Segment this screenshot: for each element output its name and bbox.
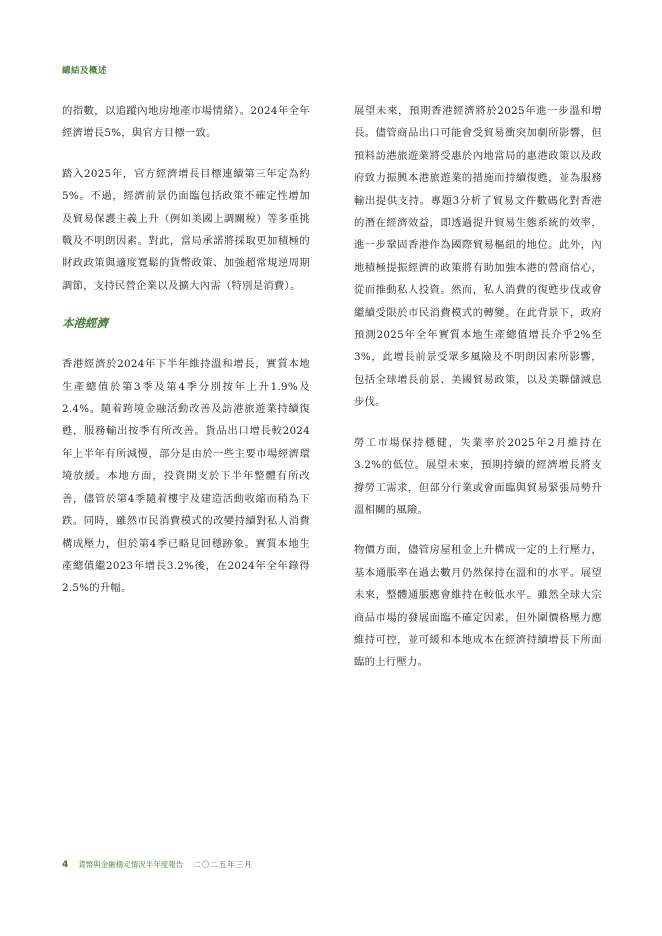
right-column <box>354 100 602 692</box>
report-title: 貨幣與金融穩定情況半年度報告 <box>78 860 184 869</box>
report-date: 二〇二五年三月 <box>193 860 253 869</box>
section-heading: 本港經濟 <box>62 316 108 331</box>
paragraph: 勞工市場保持穩健，失業率於2025年2月維持在3.2%的低位。展望未來，預期持續的經濟增長將支撐勞工需求，但部分行業或會面臨與貿易緊張局勢升溫相關的風險。 <box>354 436 602 516</box>
paragraph: 的指數，以追蹤內地房地產市場情緒）。2024年全年經濟增長5%，與官方目標一致。 <box>62 105 310 140</box>
paragraph: 物價方面，儘管房屋租金上升構成一定的上行壓力，基本通脹率在過去數月仍然保持在溫和的水平。展望未來，整體通脹應會維持在較低水平。雖然全球大宗商品市場的發展面臨不確定因素，但外圍價格壓力應維持可控，並可緩和本地成本在經濟持續增長下所面臨的上行壓力。 <box>354 544 602 669</box>
section-header-label: 總結及概述 <box>62 66 108 76</box>
left-column <box>62 100 310 618</box>
paragraph: 展望未來，預期香港經濟將於2025年進一步溫和增長。儘管商品出口可能會受貿易衝突加劇所影響，但預料訪港旅遊業將受惠於內地當局的惠港政策以及政府致力振興本港旅遊業的措施而持續復甦，並為服務輸出提供支持。專題3分析了貿易文件數碼化對香港的潛在經濟效益，即透過提升貿易生態系統的效率，進一步鞏固香港作為國際貿易樞紐的地位。此外，內地積極提振經濟的政策將有助加強本港的營商信心，從而推動私人投資。然而，私人消費的復甦步伐或會繼續受限於市民消費模式的轉變。在此背景下，政府預測2025年全年實質本地生產總值增長介乎2%至3%，此增長前景受眾多風險及不明朗因素所影響，包括全球增長前景、美國貿易政策，以及美聯儲減息步伐。 <box>354 105 602 409</box>
paragraph: 香港經濟於2024年下半年維持溫和增長，實質本地生產總值於第3季及第4季分別按年上升1.9%及2.4%。隨着跨境金融活動改善及訪港旅遊業持續復甦，服務輸出按季有所改善。貨品出口增長較2024年上半年有所減慢，部分是由於一些主要市場經濟環境放緩。本地方面，投資開支於下半年整體有所改善，儘管於第4季隨着樓宇及建造活動收縮而稍為下跌。同時，雖然市民消費模式的改變持續對私人消費構成壓力，但於第4季已略見回穩跡象。實質本地生產總值繼2023年增長3.2%後，在2024年全年錄得2.5%的升幅。 <box>62 358 310 595</box>
page-number: 4 <box>62 860 69 870</box>
page-footer <box>62 859 253 870</box>
paragraph: 踏入2025年，官方經濟增長目標連續第三年定為約5%。不過，經濟前景仍面臨包括政策不確定性增加及貿易保護主義上升（例如美國上調關稅）等多重挑戰及不明朗因素。對此，當局承諾將採取更加積極的財政政策與適度寬鬆的貨幣政策、加強超常規逆周期調節，支持民營企業以及擴大內需（特別是消費）。 <box>62 167 310 292</box>
